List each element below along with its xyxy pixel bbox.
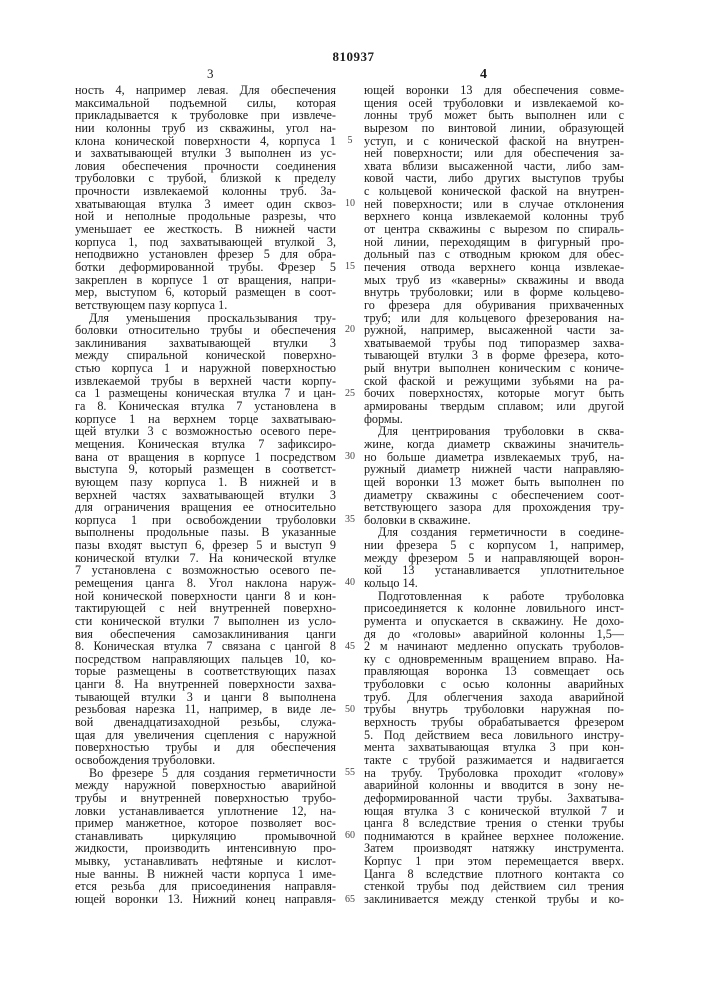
line-number: 15 — [338, 261, 362, 274]
text-line: жидкости, производить интенсивную про- — [75, 842, 336, 855]
text-line: вырезом по винтовой линии, образующей — [364, 122, 624, 135]
text-line: боловки в скважине. — [364, 514, 624, 527]
text-line: Для создания герметичности в соедине- — [364, 526, 624, 539]
patent-number: 810937 — [0, 49, 707, 65]
text-line: трубы внутрь труболовки наружная по- — [364, 703, 624, 716]
text-line: тывающей втулки 3 и цанги 8 выполнена — [75, 691, 336, 704]
text-line: ность 4, например левая. Для обеспечения — [75, 84, 336, 97]
text-line: вующем пазу корпуса 1. В нижней и в — [75, 476, 336, 489]
text-line: печения отвода верхнего конца извлекае- — [364, 261, 624, 274]
text-line: и захватывающей втулки 3 выполнен из ус- — [75, 147, 336, 160]
line-number: 25 — [338, 388, 362, 401]
text-line: бочих поверхностях, которые могут быть — [364, 387, 624, 400]
line-number: 10 — [338, 198, 362, 211]
text-line: Затем производят натяжку инструмента. — [364, 842, 624, 855]
text-line: поднимаются в крайнее верхнее положение. — [364, 830, 624, 843]
text-column-left — [75, 84, 336, 906]
text-line: 7 установлена с возможностью осевого пе- — [75, 564, 336, 577]
line-number: 55 — [338, 767, 362, 780]
line-number: 5 — [338, 135, 362, 148]
text-line: рый внутри выполнен коническим с кониче- — [364, 362, 624, 375]
text-line: труболовки с осью колонны аварийных — [364, 678, 624, 691]
text-line: пример манжетное, которое позволяет вос- — [75, 817, 336, 830]
text-line: ные ванны. В нижней части корпуса 1 име- — [75, 868, 336, 881]
text-line: торые размещены в соответствующих пазах — [75, 665, 336, 678]
text-line: мента захватывающая втулка 3 при кон- — [364, 741, 624, 754]
text-line: вана от вращения в корпусе 1 посредством — [75, 451, 336, 464]
text-line: корпусе 1 на верхнем торце захватываю- — [75, 413, 336, 426]
text-line: ной и неполные продольные разрезы, что — [75, 210, 336, 223]
text-line: извлекаемой трубы в верхней части корпу- — [75, 375, 336, 388]
text-line: с кольцевой конической фаской на внутрен- — [364, 185, 624, 198]
text-line: тывающей втулки 3 в форме фрезера, кото- — [364, 349, 624, 362]
text-line: стью корпуса 1 и наружной поверхностью — [75, 362, 336, 375]
text-line: выполнены продольные пазы. В указанные — [75, 526, 336, 539]
text-line: румента и опускается в скважину. Не дохо- — [364, 615, 624, 628]
text-line: для ограничения вращения ее относительно — [75, 501, 336, 514]
page-number-left: 3 — [207, 66, 214, 82]
text-line: труб. Для облегчения захода аварийной — [364, 691, 624, 704]
text-line: внутрь труболовки; или в форме кольцево- — [364, 286, 624, 299]
text-line: ковой части, либо других выступов трубы — [364, 172, 624, 185]
text-line: максимальной подъемной силы, которая — [75, 97, 336, 110]
paragraph — [364, 526, 624, 589]
text-line: кой 13 устанавливается уплотнительное — [364, 564, 624, 577]
paragraph — [75, 312, 336, 767]
text-line: ботки деформированной трубы. Фрезер 5 — [75, 261, 336, 274]
text-line: ружный диаметр нижней части направляю- — [364, 463, 624, 476]
text-line: ку с одновременным вращением вправо. На- — [364, 653, 624, 666]
line-number: 65 — [338, 894, 362, 907]
text-line: щей воронки 13 может быть выполнен по — [364, 476, 624, 489]
text-line: 2 м начинают медленно опускать труболов- — [364, 640, 624, 653]
text-line: ской фаской и режущими зубьями на ра- — [364, 375, 624, 388]
text-line: верхнего конца извлекаемой колонны труб — [364, 210, 624, 223]
text-line: са 1 размещены коническая втулка 7 и цан- — [75, 387, 336, 400]
line-number: 30 — [338, 451, 362, 464]
text-line: стенкой трубы под действием сил трения — [364, 880, 624, 893]
text-line: Цанга 8 вследствие плотного контакта со — [364, 868, 624, 881]
text-line: но больше диаметра извлекаемых труб, на- — [364, 451, 624, 464]
text-line: кольцо 14. — [364, 577, 624, 590]
text-line: прикладывается к труболовке при извлече- — [75, 109, 336, 122]
text-line: щая для увеличения сцепления с наружной — [75, 729, 336, 742]
text-line: труболовки с трубой, близкой к пределу — [75, 172, 336, 185]
text-line: нии фрезера 5 с корпусом 1, например, — [364, 539, 624, 552]
text-line: дя до «головы» аварийной колонны 1,5— — [364, 628, 624, 641]
text-line: щения осей труболовки и извлекаемой ко- — [364, 97, 624, 110]
text-line: корпуса 1, под захватывающей втулкой 3, — [75, 236, 336, 249]
text-line: верхность трубы обрабатывается фрезером — [364, 716, 624, 729]
text-line: ловия обеспечения прочности соединения — [75, 160, 336, 173]
text-line: ющая втулка 3 с конической втулкой 7 и — [364, 805, 624, 818]
text-line: заклинивания захватывающей втулки 3 — [75, 337, 336, 350]
text-line: щей втулки 3 с возможностью осевого пере- — [75, 425, 336, 438]
line-number: 40 — [338, 577, 362, 590]
text-line: ной линии, переходящим в фигурный про- — [364, 236, 624, 249]
text-line: от центра скважины с вырезом по спираль- — [364, 223, 624, 236]
page-number-right: 4 — [480, 67, 487, 83]
text-line: Корпус 1 при этом перемещается вверх. — [364, 855, 624, 868]
text-line: мер, выступом 6, который размещен в соот- — [75, 286, 336, 299]
text-line: Для уменьшения проскальзывания тру- — [75, 312, 336, 325]
text-line: 8. Коническая втулка 7 связана с цангой 8 — [75, 640, 336, 653]
text-line: формы. — [364, 413, 624, 426]
text-line: хватывающая втулка 3 имеет один сквоз- — [75, 198, 336, 211]
line-number: 45 — [338, 641, 362, 654]
line-number: 20 — [338, 324, 362, 337]
text-line: аварийной колонны и вводится в зону не- — [364, 779, 624, 792]
text-line: хватываемой трубы под типоразмер захва- — [364, 337, 624, 350]
line-number: 35 — [338, 514, 362, 527]
text-line: цанга 8 вследствие трения о стенки трубы — [364, 817, 624, 830]
text-line: боловки относительно трубы и обеспечения — [75, 324, 336, 337]
text-line: жине, когда диаметр скважины значитель- — [364, 438, 624, 451]
text-line: ветствующем пазу корпуса 1. — [75, 299, 336, 312]
text-line: мывку, устанавливать нефтяные и кислот- — [75, 855, 336, 868]
line-number: 50 — [338, 704, 362, 717]
text-line: Подготовленная к работе труболовка — [364, 590, 624, 603]
text-line: ющей воронки 13. Нижний конец направля- — [75, 893, 336, 906]
paragraph — [364, 84, 624, 425]
text-line: мых труб из «каверны» скважины и ввода — [364, 274, 624, 287]
text-line: клона конической поверхности 4, корпуса 1 — [75, 135, 336, 148]
text-line: пазы входят выступ 6, фрезер 5 и выступ 9 — [75, 539, 336, 552]
text-line: трубы и внутренней поверхностью трубо- — [75, 792, 336, 805]
text-line: вия обеспечения самозаклинивания цанги — [75, 628, 336, 641]
text-line: посредством направляющих пальцев 10, ко- — [75, 653, 336, 666]
text-line: Для центрирования труболовки в сква- — [364, 425, 624, 438]
text-line: труб; или для кольцевого фрезерования на- — [364, 312, 624, 325]
text-line: резьбовая нарезка 11, например, в виде ле- — [75, 703, 336, 716]
text-line: присоединяется к колонне ловильного инст- — [364, 602, 624, 615]
text-line: деформированной части трубы. Захватыва- — [364, 792, 624, 805]
text-line: цанги 8. На внутренней поверхности захва- — [75, 678, 336, 691]
text-line: дольный паз с отводным крюком для обес- — [364, 248, 624, 261]
text-line: мещения. Коническая втулка 7 зафиксиро- — [75, 438, 336, 451]
line-number: 60 — [338, 830, 362, 843]
paragraph — [75, 767, 336, 906]
text-line: уменьшает ее жесткость. В нижней части — [75, 223, 336, 236]
text-line: армированы твердым сплавом; или другой — [364, 400, 624, 413]
text-line: вой двенадцатизаходной резьбы, служа- — [75, 716, 336, 729]
text-line: между наружной поверхностью аварийной — [75, 779, 336, 792]
text-line: выступа 9, который размещен в соответст- — [75, 463, 336, 476]
text-line: лонны труб может быть выполнен или с — [364, 109, 624, 122]
text-line: тактирующей с ней внутренней поверхно- — [75, 602, 336, 615]
text-line: нии колонны труб из скважины, угол на- — [75, 122, 336, 135]
text-line: го фрезера для обуривания прихваченных — [364, 299, 624, 312]
text-line: уступ, и с конической фаской на внутрен- — [364, 135, 624, 148]
text-line: корпуса 1 при освобождении труболовки — [75, 514, 336, 527]
text-line: освобождения труболовки. — [75, 754, 336, 767]
text-line: ловки устанавливается уплотнение 12, на- — [75, 805, 336, 818]
text-line: ется резьба для присоединения направля- — [75, 880, 336, 893]
text-line: ремещения цанга 8. Угол наклона наруж- — [75, 577, 336, 590]
text-line: Во фрезере 5 для создания герметичности — [75, 767, 336, 780]
text-line: на трубу. Труболовка проходит «голову» — [364, 767, 624, 780]
text-line: ружной, например, высаженной части за- — [364, 324, 624, 337]
text-line: ющей воронки 13 для обеспечения совме- — [364, 84, 624, 97]
text-line: ней поверхности; или в случае отклонения — [364, 198, 624, 211]
text-line: ной конической поверхности цанги 8 и кон- — [75, 590, 336, 603]
paragraph — [364, 590, 624, 906]
text-line: ветствующего зазора для прохождения тру- — [364, 501, 624, 514]
text-line: между спиральной конической поверхно- — [75, 349, 336, 362]
text-line: такте с трубой разжимается и надвигается — [364, 754, 624, 767]
paragraph — [75, 84, 336, 312]
text-line: хвата вблизи высаженной части, либо зам- — [364, 160, 624, 173]
text-column-right — [364, 84, 624, 906]
text-line: неподвижно установлен фрезер 5 для обра- — [75, 248, 336, 261]
text-line: правляющая воронка 13 совмещает ось — [364, 665, 624, 678]
text-line: станавливать циркуляцию промывочной — [75, 830, 336, 843]
text-line: прочности извлекаемой колонны труб. За- — [75, 185, 336, 198]
text-line: между фрезером 5 и направляющей ворон- — [364, 552, 624, 565]
text-line: 5. Под действием веса ловильного инстру- — [364, 729, 624, 742]
text-line: закреплен в корпусе 1 от вращения, напри- — [75, 274, 336, 287]
text-line: сти конической втулки 7 выполнен из усло- — [75, 615, 336, 628]
paragraph — [364, 425, 624, 526]
text-line: диаметру скважины с обеспечением соот- — [364, 489, 624, 502]
text-line: конической втулки 7. На конической втулке — [75, 552, 336, 565]
text-line: га 8. Коническая втулка 7 установлена в — [75, 400, 336, 413]
text-line: поверхностью трубы и для обеспечения — [75, 741, 336, 754]
text-line: верхней частях захватывающей втулки 3 — [75, 489, 336, 502]
text-line: заклинивается между стенкой трубы и ко- — [364, 893, 624, 906]
text-line: ней поверхности; или для обеспечения за- — [364, 147, 624, 160]
